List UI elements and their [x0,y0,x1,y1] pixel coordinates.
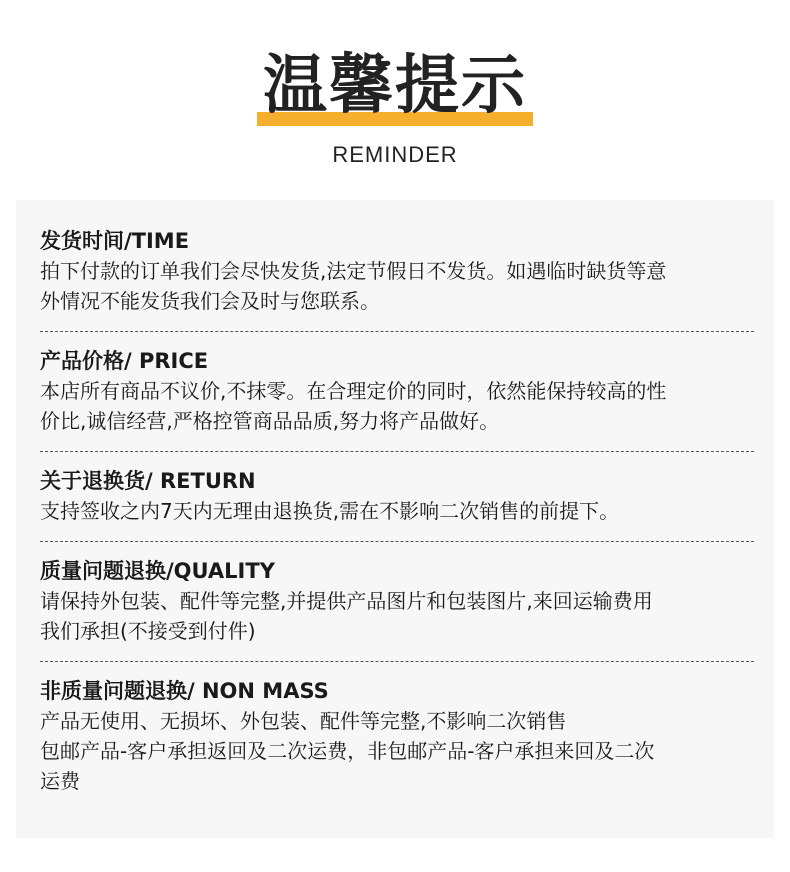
section-quality [40,556,754,646]
section-title: 质量问题退换/QUALITY [40,559,275,583]
page-subtitle: REMINDER [332,142,458,167]
section-title: 发货时间/TIME [40,229,190,253]
section-line: 价比,诚信经营,严格控管商品品质,努力将产品做好。 [40,409,500,433]
section-non-quality [40,676,754,796]
section-price [40,346,754,436]
notice-content [40,226,754,796]
section-title: 产品价格/ PRICE [40,349,209,373]
section-line: 包邮产品-客户承担返回及二次运费，非包邮产品-客户承担来回及二次 [40,739,655,763]
section-return [40,466,754,526]
section-line: 我们承担(不接受到付件) [40,619,256,643]
section-line: 产品无使用、无损坏、外包装、配件等完整,不影响二次销售 [40,709,567,733]
dashed-divider [40,541,754,542]
section-line: 拍下付款的订单我们会尽快发货,法定节假日不发货。如遇临时缺货等意 [40,259,667,283]
title-block [0,44,790,128]
dashed-divider [40,661,754,662]
dashed-divider [40,331,754,332]
section-line: 支持签收之内7天内无理由退换货,需在不影响二次销售的前提下。 [40,499,620,523]
section-line: 请保持外包装、配件等完整,并提供产品图片和包装图片,来回运输费用 [40,589,653,613]
section-line: 本店所有商品不议价,不抹零。在合理定价的同时，依然能保持较高的性 [40,379,667,403]
section-title: 非质量问题退换/ NON MASS [40,679,329,703]
section-shipping [40,226,754,316]
page-title: 温馨提示 [263,49,527,123]
title-container [257,44,533,128]
section-title: 关于退换货/ RETURN [40,469,256,493]
dashed-divider [40,451,754,452]
section-line: 外情况不能发货我们会及时与您联系。 [40,289,380,313]
section-line: 运费 [40,769,80,793]
